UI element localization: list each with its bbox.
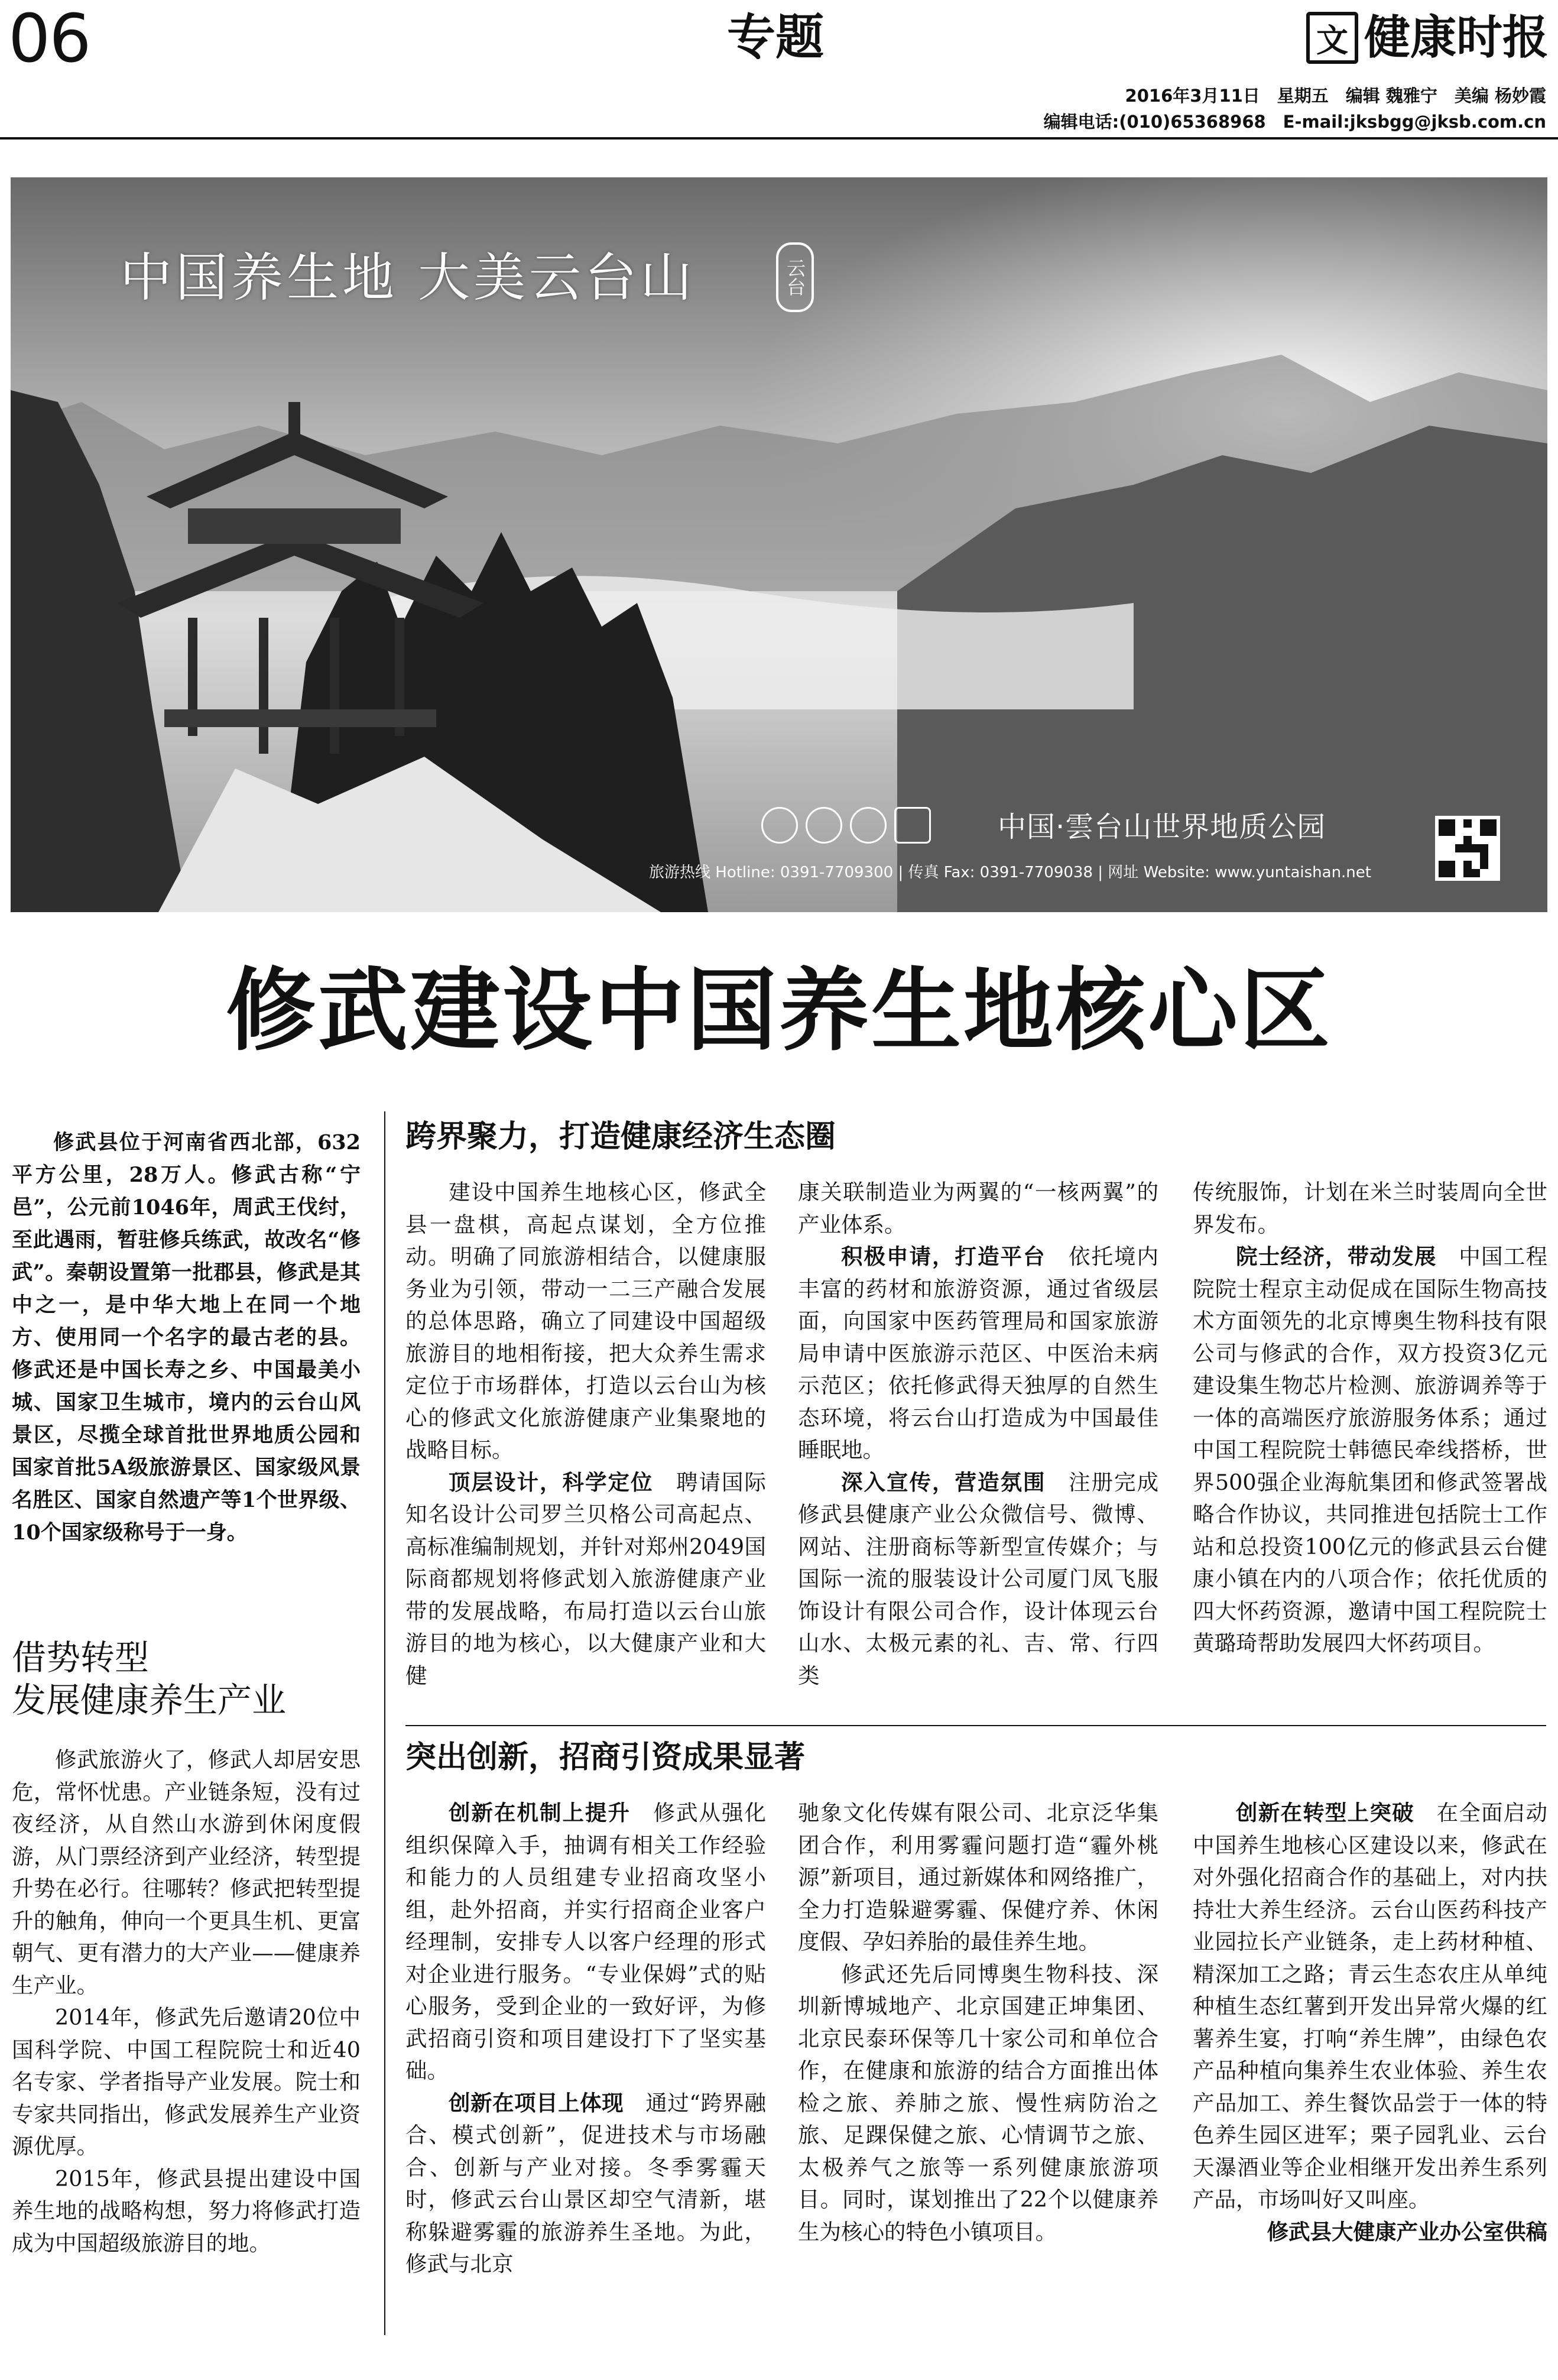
paragraph: 修武还先后同博奥生物科技、深圳新博城地产、北京国建正坤集团、北京民泰环保等几十家公司和单位合作，在健康和旅游的结合方面推出体检之旅、养肺之旅、慢性病防治之旅、足踝保健之旅、心情调节之旅、太极养气之旅等一系列健康旅游项目。同时，谋划推出了22个以健康养生为核心的特色小镇项目。 (798, 1961, 1158, 2245)
section2-col1 (405, 1797, 766, 2281)
page-number: 06 (8, 1, 90, 77)
section1-col3 (1193, 1176, 1547, 1660)
seal-icon: 云台 (776, 242, 814, 312)
paragraph: 深入宣传，营造氛围 注册完成修武县健康产业公众微信号、微博、网站、注册商标等新型宣传媒介；与国际一流的服装设计公司厦门凤飞服饰设计有限公司合作，设计体现云台山水、太极元素的礼、吉、常、行四类 (798, 1469, 1158, 1688)
newspaper-brand (1306, 11, 1549, 65)
paragraph: 创新在机制上提升 修武从强化组织保障入手，抽调有相关工作经验和能力的人员组建专业招商攻坚小组，赴外招商，并实行招商企业客户经理制，安排专人以客户经理的形式对企业进行服务。“专业保姆”式的贴心服务，受到企业的一致好评，为修武招商引资和项目建设打下了坚实基础。 (405, 1800, 766, 2083)
section1-col1 (405, 1176, 766, 1692)
paragraph: 建设中国养生地核心区，修武全县一盘棋，高起点谋划，全方位推动。明确了同旅游相结合，以健康服务业为引领，带动一二三产融合发展的总体思路，确立了同建设中国超级旅游目的地相衔接，把大众养生需求定位于市场群体，打造以云台山为核心的修武文化旅游健康产业集聚地的战略目标。 (405, 1179, 766, 1463)
section1-heading: 跨界聚力，打造健康经济生态圈 (405, 1119, 836, 1155)
intro-paragraph: 修武县位于河南省西北部，632平方公里，28万人。修武古称“宁邑”，公元前1046年，周武王伐纣，至此遇雨，暂驻修兵练武，故改名“修武”。秦朝设置第一批郡县，修武是其中之一，是中华大地上在同一个地方、使用同一个名字的最古老的县。修武还是中国长寿之乡、中国最美小城、国家卫生城市，境内的云台山风景区，尽揽全球首批世界地质公园和国家首批5A级旅游景区、国家级风景名胜区、国家自然遗产等1个世界级、10个国家级称号于一身。 (12, 1130, 361, 1545)
park-logo-icon (761, 807, 798, 844)
left-section-heading-line2: 发展健康养生产业 (12, 1680, 287, 1720)
editor-contact-line: 编辑电话:(010)65368968 E-mail:jksbgg@jksb.com.cn (1043, 112, 1546, 132)
masthead-rule (0, 137, 1558, 140)
qr-code-icon (1435, 816, 1500, 881)
section2-heading: 突出创新，招商引资成果显著 (405, 1740, 806, 1775)
paragraph: 创新在转型上突破 在全面启动中国养生地核心区建设以来，修武在对外强化招商合作的基础上，对内扶持壮大养生经济。云台山医药科技产业园拉长产业链条，走上药材种植、精深加工之路；青云生态农庄从单纯种植生态红薯到开发出异常火爆的红薯养生宴，打响“养生牌”，由绿色农产品种植向集养生农业体验、养生农产品加工、养生餐饮品尝于一体的特色养生园区进军；栗子园乳业、云台天瀑酒业等企业相继开发出养生系列产品，市场叫好又叫座。 (1193, 1800, 1548, 2212)
paragraph: 积极申请，打造平台 依托境内丰富的药材和旅游资源，通过省级层面，向国家中医药管理局和国家旅游局申请中医旅游示范区、中医治未病示范区；依托修武得天独厚的自然生态环境，将云台山打造成为中国最佳睡眠地。 (798, 1244, 1158, 1463)
paragraph: 康关联制造业为两翼的“一核两翼”的产业体系。 (798, 1179, 1158, 1237)
5a-logo-icon (850, 807, 887, 844)
section2-col2 (798, 1797, 1158, 2248)
section-divider (405, 1725, 1546, 1726)
paragraph: 传统服饰，计划在米兰时装周向全世界发布。 (1193, 1179, 1547, 1237)
paragraph: 创新在项目上体现 通过“跨界融合、模式创新”，促进技术与市场融合、创新与产业对接。冬季雾霾天时，修武云台山景区却空气清新，堪称躲避雾霾的旅游养生圣地。为此，修武与北京 (405, 2090, 766, 2277)
paragraph: 驰象文化传媒有限公司、北京泛华集团合作，利用雾霾问题打造“霾外桃源”新项目，通过新媒体和网络推广，全力打造躲避雾霾、保健疗养、休闲度假、孕妇养胎的最佳养生地。 (798, 1800, 1158, 1954)
yuntaishan-photo-banner (11, 177, 1547, 912)
brand-name: 健康时报 (1364, 11, 1549, 64)
geopark-caption: 中国·雲台山世界地质公园 (998, 810, 1326, 844)
paragraph: 顶层设计，科学定位 聘请国际知名设计公司罗兰贝格公司高起点、高标准编制规划，并针对郑州2049国际商都规划将修武划入旅游健康产业带的发展战略，布局打造以云台山旅游目的地为核心，以大健康产业和大健 (405, 1469, 766, 1688)
heritage-logo-icon (894, 807, 931, 844)
banner-title: 中国养生地 大美云台山 (120, 247, 696, 308)
column-divider (384, 1111, 385, 2335)
main-headline: 修武建设中国养生地核心区 (226, 958, 1332, 1063)
date-editor-line: 2016年3月11日 星期五 编辑 魏雅宁 美编 杨妙霞 (1125, 86, 1546, 106)
geopark-logo-icon (806, 807, 842, 844)
paragraph: 院士经济，带动发展 中国工程院院士程京主动促成在国际生物高技术方面领先的北京博奥生物科技有限公司与修武的合作，双方投资3亿元建设集生物芯片检测、旅游调养等于一体的高端医疗旅游服务体系；通过中国工程院院士韩德民牵线搭桥，世界500强企业海航集团和修武签署战略合作协议，共同推进包括院士工作站和总投资100亿元的修武县云台健康小镇在内的八项合作；依托优质的四大怀药资源，邀请中国工程院院士黄璐琦帮助发展四大怀药项目。 (1193, 1244, 1548, 1656)
brand-logo-icon: 文 (1306, 12, 1358, 64)
section-title: 专题 (727, 9, 825, 66)
tourism-contact-line: 旅游热线 Hotline: 0391-7709300 | 传真 Fax: 0391-7709038 | 网址 Website: www.yuntaishan.net (649, 864, 1371, 881)
section2-col3 (1193, 1797, 1547, 2248)
left-section-heading-line1: 借势转型 (12, 1638, 150, 1678)
article-signoff: 修武县大健康产业办公室供稿 (1267, 2219, 1547, 2245)
section1-col2 (798, 1176, 1158, 1692)
left-section-body: 修武旅游火了，修武人却居安思危，常怀忧患。产业链条短，没有过夜经济，从自然山水游到休闲度假游，从门票经济到产业经济，转型提升势在必行。往哪转？修武把转型提升的触角，伸向一个更具生机、更富朝气、更有潜力的大产业——健康养生产业。 2014年，修武先后邀请20位中国科学院、中国工程院院士和近40名专家、学者指导产业发展。院士和专家共同指出，修武发展养生产业资源优厚。 2015年，修武县提出建设中国养生地的战略构想，努力将修武打造成为中国超级旅游目的地。 (12, 1747, 361, 2256)
